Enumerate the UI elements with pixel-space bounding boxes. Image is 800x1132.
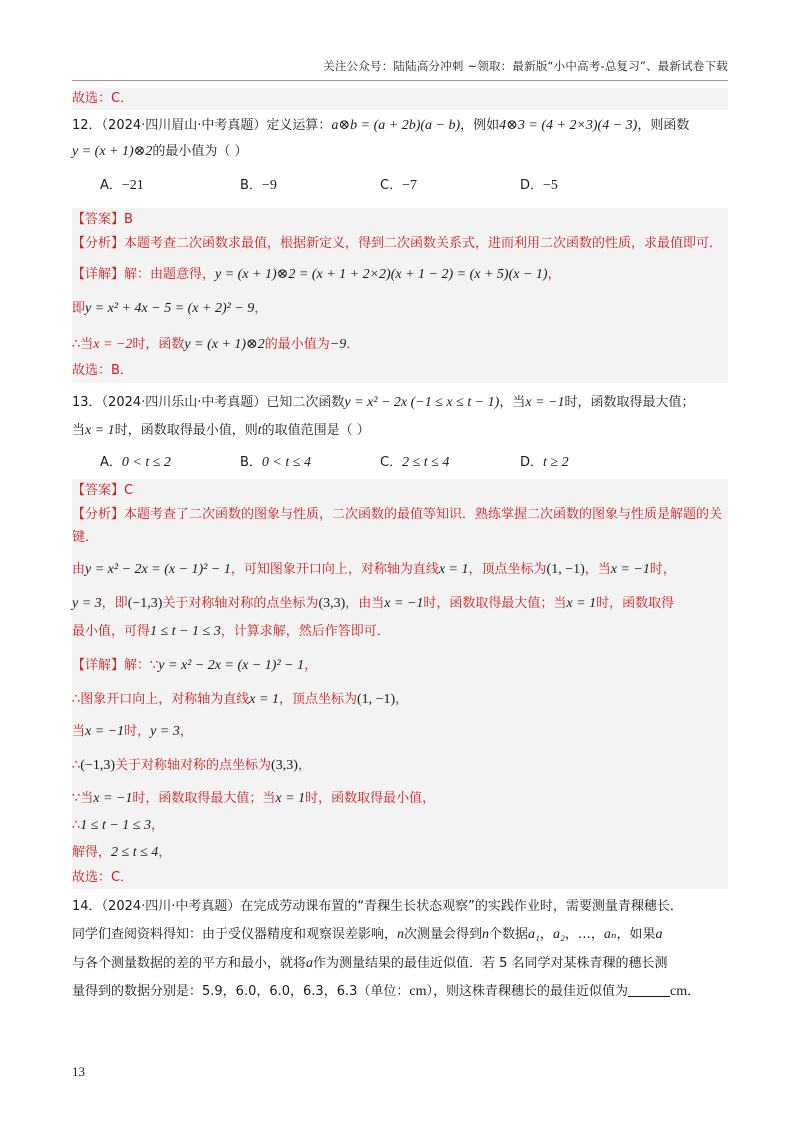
math: a₂: [552, 927, 565, 942]
punct: ，: [395, 692, 409, 707]
text: ），则这株青稞穗长的最佳近似值为: [426, 984, 628, 999]
text: ，由当: [345, 596, 385, 611]
text: 与各个测量数据的差的平方和最小，就将: [72, 956, 307, 971]
q13-detail-line4: [72, 751, 728, 781]
text: 即: [72, 301, 86, 316]
question-12: [72, 114, 728, 383]
option-value: 0 < t ≤ 4: [261, 455, 311, 470]
option-label: B．: [240, 178, 262, 193]
math: a: [306, 956, 314, 971]
math: cm: [409, 984, 427, 999]
text: ，当: [584, 562, 611, 577]
text: ，计算求解，然后作答即可．: [220, 624, 390, 639]
math: t: [257, 423, 262, 438]
q12-option-b: [240, 174, 380, 198]
punct: ，: [254, 301, 268, 316]
math: (3,3): [318, 596, 346, 611]
punct: ，: [297, 758, 311, 773]
q13-analysis-line1: [72, 555, 728, 585]
option-label: A．: [100, 455, 122, 470]
option-label: C．: [380, 455, 403, 470]
text: 的最小值为: [264, 337, 330, 352]
text: ∴: [72, 758, 81, 773]
math: x = 1: [85, 423, 115, 438]
page-content: [72, 88, 728, 1005]
option-label: A．: [100, 178, 122, 193]
math: a₁: [528, 927, 540, 942]
q13-option-c: [380, 451, 520, 475]
q14-line3: [72, 951, 728, 977]
option-label: C．: [380, 178, 403, 193]
text: 解得，: [72, 845, 112, 860]
math: x = −1: [85, 724, 125, 739]
option-value: −9: [261, 178, 277, 193]
math: y = x² − 2x = (x − 1)² − 1: [85, 562, 231, 577]
text: ∴当: [72, 337, 94, 352]
text: 关于对称轴对称的点坐标为: [162, 596, 319, 611]
q13-analysis-line3: [72, 619, 728, 645]
q14-line1: 14．（2024·四川·中考真题）在完成劳动课布置的“青稞生长状态观察”的实践作业时，需要测量青稞穗长．: [72, 899, 683, 914]
math: cm: [670, 984, 688, 999]
math: aₙ: [603, 927, 617, 942]
q13-option-b: [240, 451, 380, 475]
text: ，即: [101, 596, 128, 611]
q12-stem-a: 12．（2024·四川眉山·中考真题）定义运算：: [72, 118, 332, 133]
math: x = −2: [93, 337, 133, 352]
q12-detail-line1: [72, 261, 728, 289]
answer-blank: [628, 982, 670, 997]
math: n: [482, 927, 490, 942]
text: 时，函数取得最小值，: [305, 791, 436, 806]
math: −9: [329, 337, 347, 352]
q13-detail-line5: [72, 785, 728, 813]
q12-option-d: [520, 174, 660, 198]
text: 当: [72, 724, 86, 739]
q13-stem-line2: [72, 417, 728, 445]
text: ∴: [72, 818, 81, 833]
q12-stem-line2: [72, 138, 728, 166]
math: x = 1: [438, 562, 469, 577]
punct: ．: [346, 337, 360, 352]
text: 当: [72, 423, 86, 438]
text: ，如果: [616, 927, 656, 942]
math: x = −1: [384, 596, 424, 611]
q12-detail-math: y = (x + 1)⊗2 = (x + 1 + 2×2)(x + 1 − 2) = (x + 5)(x − 1): [215, 267, 548, 282]
q12-solution: [72, 208, 728, 383]
text: 时，函数取得最小值，则: [114, 423, 258, 438]
math: y = x² − 2x = (x − 1)² − 1: [158, 658, 305, 673]
punct: ，: [151, 818, 165, 833]
punct: ，: [158, 845, 172, 860]
punct: ．: [687, 984, 701, 999]
q12-analysis: 【分析】本题考查二次函数求最值，根据新定义，得到二次函数关系式，进而利用二次函数的性质，求最值即可．: [72, 236, 723, 251]
question-14: [72, 895, 728, 1005]
q13-solution: [72, 479, 728, 889]
math: (3,3): [271, 758, 298, 773]
q14-line4: [72, 979, 728, 1005]
q13-func: y = x² − 2x (−1 ≤ x ≤ t − 1): [344, 395, 500, 410]
option-value: −7: [402, 178, 417, 193]
question-13: [72, 389, 728, 889]
q12-stem-d: 的最小值为（ ）: [152, 144, 248, 159]
q13-stem-line1: [72, 389, 728, 417]
q12-conclusion: 故选：B．: [72, 363, 133, 378]
math: a: [655, 927, 663, 942]
q13-options: [72, 451, 728, 475]
text: ，顶点坐标为: [468, 562, 547, 577]
text: 的取值范围是（ ）: [261, 423, 370, 438]
math: y = (x + 1)⊗2: [184, 337, 265, 352]
text: 时，: [649, 562, 676, 577]
q13-answer: 【答案】C: [72, 483, 134, 498]
q12-answer: 【答案】B: [72, 212, 133, 227]
q12-option-a: [100, 174, 240, 198]
q12-stem-b: ，例如: [460, 118, 500, 133]
option-value: 0 < t ≤ 2: [121, 455, 171, 470]
q13-analysis: 【分析】本题考查了二次函数的图象与性质，二次函数的最值等知识．熟练掌握二次函数的图象与性质是解题的关键．: [72, 507, 723, 545]
q12-detail-head: 【详解】解：由题意得，: [72, 267, 216, 282]
punct: ，: [304, 658, 318, 673]
math: x = −1: [610, 562, 650, 577]
q13-option-a: [100, 451, 240, 475]
math: x = 1: [275, 791, 306, 806]
math: (1, −1): [546, 562, 585, 577]
q12-line2-math: y = x² + 4x − 5 = (x + 2)² − 9: [85, 301, 255, 316]
math: x = 1: [249, 692, 279, 707]
math: (1, −1): [356, 692, 396, 707]
text: 时，函数取得最大值；: [564, 395, 695, 410]
q13-detail-line3: [72, 719, 728, 745]
math: (−1,3): [80, 758, 116, 773]
text: ，…，: [564, 927, 604, 942]
q13-detail-line7: [72, 839, 728, 867]
q12-options: [72, 174, 728, 198]
math: x = −1: [525, 395, 565, 410]
text: 同学们查阅资料得知：由于受仪器精度和观察误差影响，: [72, 927, 398, 942]
option-value: −21: [121, 178, 144, 193]
q12-func: y = (x + 1)⊗2: [72, 144, 153, 159]
math: 1 ≤ t − 1 ≤ 3: [150, 624, 221, 639]
header-divider: [72, 80, 728, 81]
q14-line2: [72, 921, 728, 949]
math: 1 ≤ t − 1 ≤ 3: [80, 818, 151, 833]
q13-detail-line1: [72, 651, 728, 681]
punct: ，: [547, 267, 561, 282]
option-label: D．: [520, 178, 544, 193]
math: (−1,3): [127, 596, 163, 611]
option-label: B．: [240, 455, 262, 470]
text: 由: [72, 562, 86, 577]
text: 13．（2024·四川乐山·中考真题）已知二次函数: [72, 395, 345, 410]
q13-detail-line6: [72, 813, 728, 839]
text: 时，函数取得: [596, 596, 675, 611]
q12-option-c: [380, 174, 520, 198]
text: ∴图象开口向上，对称轴为直线: [72, 692, 250, 707]
q12-stem-line1: [72, 114, 728, 138]
q12-stem-c: ，则函数: [637, 118, 690, 133]
math: x = −1: [93, 791, 133, 806]
text: 个数据: [489, 927, 529, 942]
math: n: [397, 927, 405, 942]
punct: ，: [179, 724, 193, 739]
math: x = 1: [566, 596, 597, 611]
option-label: D．: [520, 455, 544, 470]
q12-detail-line2: [72, 295, 728, 323]
text: 时，函数取得最大值；当: [423, 596, 567, 611]
text: 最小值，可得: [72, 624, 151, 639]
q12-detail-line3: [72, 331, 728, 359]
q13-option-d: [520, 451, 660, 475]
text: 时，: [124, 724, 151, 739]
page-number: 13: [72, 1064, 85, 1079]
text: ∵当: [72, 791, 94, 806]
text: ，顶点坐标为: [278, 692, 357, 707]
q13-conclusion: 故选：C．: [72, 870, 134, 885]
text: 时，函数: [132, 337, 185, 352]
page-header: 关注公众号：陆陆高分冲刺 ~领取：最新版“小中高考-总复习”、最新试卷下载: [323, 59, 728, 73]
math: y = 3: [72, 596, 102, 611]
prev-answer: 故选：C．: [72, 88, 728, 110]
q13-analysis-line2: [72, 589, 728, 619]
option-value: t ≥ 2: [543, 455, 569, 470]
option-value: −5: [543, 178, 558, 193]
q13-detail-line2: [72, 685, 728, 715]
text: ，当: [499, 395, 526, 410]
text: ，可知图象开口向上，对称轴为直线: [230, 562, 439, 577]
text: 关于对称轴对称的点坐标为: [115, 758, 272, 773]
text: 作为测量结果的最佳近似值．若 5 名同学对某株青稞的穗长测: [313, 956, 668, 971]
q12-example: 4⊗3 = (4 + 2×3)(4 − 3): [499, 118, 638, 133]
q12-def: a⊗b = (a + 2b)(a − b): [331, 118, 461, 133]
math: 2 ≤ t ≤ 4: [111, 845, 159, 860]
option-value: 2 ≤ t ≤ 4: [402, 455, 450, 470]
math: y = 3: [150, 724, 180, 739]
text: 时，函数取得最大值；当: [132, 791, 276, 806]
text: ，: [539, 927, 553, 942]
text: 【详解】解：∵: [72, 658, 159, 673]
text: 量得到的数据分别是：5.9，6.0，6.0，6.3，6.3（单位：: [72, 984, 410, 999]
text: 次测量会得到: [404, 927, 483, 942]
